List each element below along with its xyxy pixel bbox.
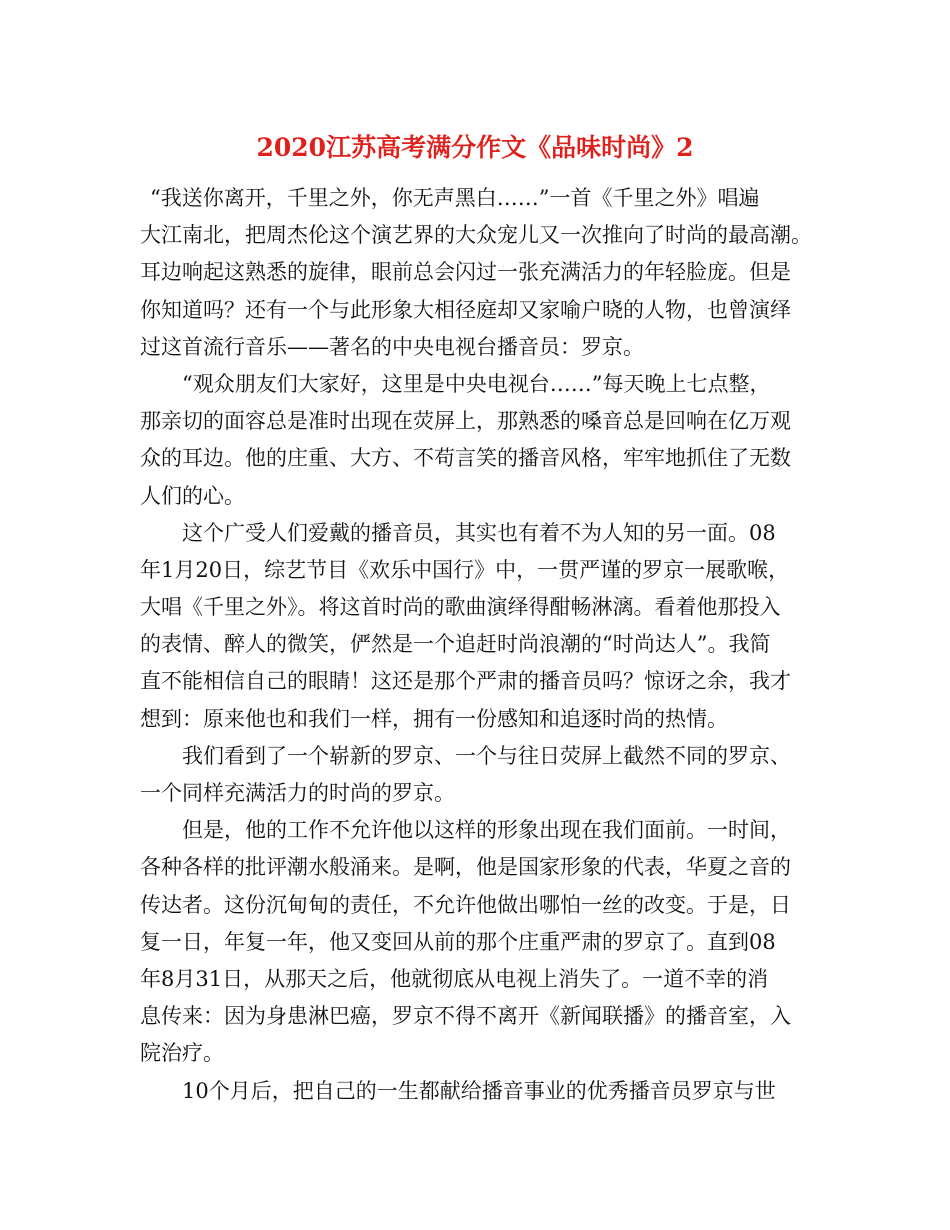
paragraph-line: 人们的心。 (140, 483, 245, 508)
paragraph-1 (140, 180, 830, 366)
paragraph-line: 众的耳边。他的庄重、大方、不苟言笑的播音风格，牢牢地抓住了无数 (140, 446, 791, 471)
paragraph-line: 想到：原来他也和我们一样，拥有一份感知和追逐时尚的热情。 (140, 706, 728, 731)
paragraph-6 (140, 1073, 830, 1110)
paragraph-line: 大唱《千里之外》。将这首时尚的歌曲演绎得酣畅淋漓。看着他那投入 (140, 595, 781, 620)
paragraph-line: 那亲切的面容总是准时出现在荧屏上，那熟悉的嗓音总是回响在亿万观 (140, 409, 791, 434)
paragraph-line: 的表情、醉人的微笑，俨然是一个追赶时尚浪潮的“时尚达人”。我简 (140, 632, 771, 657)
paragraph-line: 一个同样充满活力的时尚的罗京。 (140, 781, 455, 805)
paragraph-4 (140, 738, 830, 812)
paragraph-line: 但是，他的工作不允许他以这样的形象出现在我们面前。一时间， (182, 818, 791, 843)
paragraph-line: 你知道吗？还有一个与此形象大相径庭却又家喻户晓的人物，也曾演绎 (140, 297, 791, 322)
paragraph-line: 年1月20日，综艺节目《欢乐中国行》中，一贯严谨的罗京一展歌喉， (140, 557, 790, 582)
paragraph-line: 我们看到了一个崭新的罗京、一个与往日荧屏上截然不同的罗京、 (182, 743, 791, 768)
paragraph-3 (140, 515, 830, 738)
paragraph-line: 10个月后，把自己的一生都献给播音事业的优秀播音员罗京与世 (182, 1078, 776, 1103)
paragraph-line: 各种各样的批评潮水般涌来。是啊，他是国家形象的代表，华夏之音的 (140, 855, 791, 880)
paragraph-line: 过这首流行音乐——著名的中央电视台播音员：罗京。 (140, 334, 644, 359)
paragraph-line: 直不能相信自己的眼睛！这还是那个严肃的播音员吗？惊讶之余，我才 (140, 669, 791, 694)
paragraph-2 (140, 366, 830, 515)
paragraph-line: “我送你离开，千里之外，你无声黑白……”一首《千里之外》唱遍 (150, 186, 760, 210)
paragraph-line: 院治疗。 (140, 1041, 224, 1066)
document-body (140, 180, 830, 1110)
paragraph-line: 耳边响起这熟悉的旋律，眼前总会闪过一张充满活力的年轻脸庞。但是 (140, 260, 791, 285)
document-title: 2020江苏高考满分作文《品味时尚》2 (256, 133, 694, 162)
paragraph-line: “观众朋友们大家好，这里是中央电视台……”每天晚上七点整， (182, 371, 771, 396)
paragraph-5 (140, 812, 830, 1072)
paragraph-line: 这个广受人们爱戴的播音员，其实也有着不为人知的另一面。08 (182, 520, 776, 545)
paragraph-line: 年8月31日，从那天之后，他就彻底从电视上消失了。一道不幸的消 (140, 966, 769, 991)
paragraph-line: 传达者。这份沉甸甸的责任，不允许他做出哪怕一丝的改变。于是，日 (140, 892, 791, 917)
paragraph-line: 大江南北，把周杰伦这个演艺界的大众宠儿又一次推向了时尚的最高潮。 (140, 223, 812, 248)
paragraph-line: 息传来：因为身患淋巴癌，罗京不得不离开《新闻联播》的播音室，入 (140, 1004, 791, 1029)
paragraph-line: 复一日，年复一年，他又变回从前的那个庄重严肃的罗京了。直到08 (140, 929, 776, 954)
